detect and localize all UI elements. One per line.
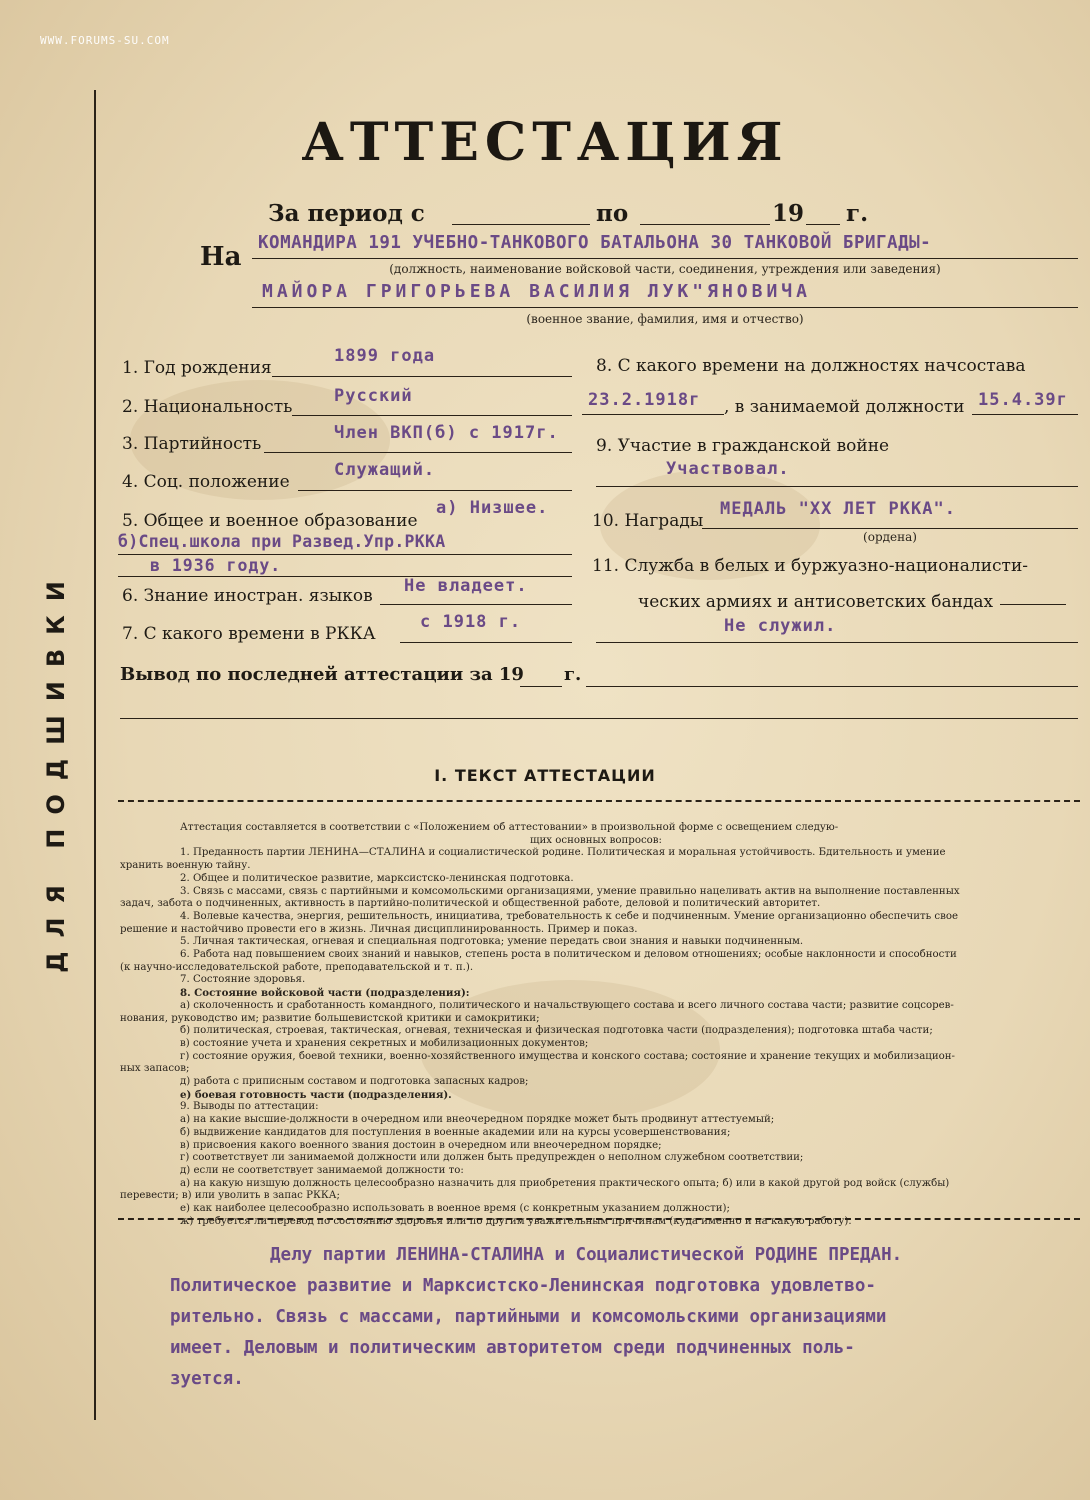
period-from-line: [452, 224, 590, 225]
field-rkka-label: 7. С какого времени в РККА: [122, 624, 376, 644]
period-to-line: [640, 224, 770, 225]
instruction-line: б) политическая, строевая, тактическая, огневая, техническая и физическая подготовка части (подразделения); подготовка штаба части;: [180, 1025, 933, 1037]
na-label: На: [200, 242, 242, 272]
period-po: по: [596, 200, 629, 227]
instruction-line: 9. Выводы по аттестации:: [180, 1101, 319, 1113]
instruction-line: нования, руководство им; развитие большевистской критики и самокритики;: [120, 1012, 540, 1024]
last-attestation-line-2: [120, 718, 1078, 719]
section-title: I. ТЕКСТ АТТЕСТАЦИИ: [434, 766, 656, 785]
instruction-line: хранить военную тайну.: [120, 860, 251, 872]
attestation-text-line: Политическое развитие и Марксистско-Ленинская подготовка удовлетво-: [170, 1276, 876, 1296]
instruction-line: ж) требуется ли перевод по состоянию здоровья или по другим уважительным причинам (куда именно и на какую работу).: [180, 1215, 852, 1227]
field-birth-year-label: 1. Год рождения: [122, 358, 272, 378]
instruction-line: е) боевая готовность части (подразделения).: [180, 1088, 452, 1101]
field-line: [264, 452, 572, 453]
field-nationality-value: Русский: [334, 386, 413, 406]
field-nationality-label: 2. Национальность: [122, 397, 293, 417]
field-party-label: 3. Партийность: [122, 434, 262, 454]
instruction-line: 4. Волевые качества, энергия, решительность, инициатива, требовательность к себе и подчиненным. Умение организационно обеспечить свое: [180, 910, 959, 922]
document-title: АТТЕСТАЦИЯ: [301, 112, 789, 173]
field-line: [298, 490, 572, 491]
binding-margin-line: [94, 90, 96, 1420]
last-attestation-prefix: Вывод по последней аттестации за 19: [120, 664, 524, 685]
instruction-line: перевести; в) или уволить в запас РККА;: [120, 1190, 340, 1202]
instruction-line: д) работа с приписным составом и подготовка запасных кадров;: [180, 1076, 529, 1088]
last-attestation-year-line: [520, 686, 562, 687]
field-rkka-value: с 1918 г.: [420, 612, 522, 632]
name-line: [252, 307, 1078, 308]
field-social-value: Служащий.: [334, 460, 436, 480]
field-languages-value: Не владеет.: [404, 576, 528, 596]
watermark: WWW.FORUMS-SU.COM: [40, 34, 170, 47]
field-line: [118, 554, 572, 555]
field-education-value-a: а) Низшее.: [436, 498, 549, 518]
field-command-since-value: 23.2.1918г: [588, 390, 701, 410]
instruction-line: а) на какую низшую должность целесообразно назначить для приобретения практического опыта; б) или в какой другой род войск (службы): [180, 1177, 950, 1189]
field-line: [582, 414, 724, 415]
field-education-label: 5. Общее и военное образование: [122, 511, 418, 531]
instruction-line: 6. Работа над повышением своих знаний и навыков, степень роста в политическом и деловом отношениях; особые наклонности и способности: [180, 949, 957, 961]
field-line: [292, 415, 572, 416]
field-civil-war-label: 9. Участие в гражданской войне: [596, 436, 890, 456]
field-line: [380, 604, 572, 605]
instruction-line: е) как наиболее целесообразно использовать в военное время (с конкретным указанием должности);: [180, 1203, 730, 1215]
last-attestation-line: [586, 686, 1078, 687]
instruction-line: 1. Преданность партии ЛЕНИНА—СТАЛИНА и социалистической родине. Политическая и моральная устойчивость. Бдительность и умение: [180, 847, 946, 859]
instruction-line: 8. Состояние войсковой части (подразделения):: [180, 987, 470, 1000]
instruction-line: б) выдвижение кандидатов для поступления в военные академии или на курсы усовершенствования;: [180, 1126, 731, 1138]
section-rule-bottom: [118, 1218, 1080, 1220]
position-caption: (должность, наименование войсковой части, соединения, утреждения или заведения): [389, 262, 941, 276]
field-white-army-label: 11. Служба в белых и буржуазно-националисти-: [592, 556, 1029, 576]
attestation-text: [170, 1240, 1070, 1395]
field-birth-year-value: 1899 года: [334, 346, 436, 366]
field-line: [972, 414, 1078, 415]
instruction-line: г) состояние оружия, боевой техники, военно-хозяйственного имущества и конского состава; состояние и хранение текущих и мобилизацион-: [180, 1050, 955, 1062]
field-line: [702, 528, 1078, 529]
instruction-line: в) присвоения какого военного звания достоин в очередном или внеочередном порядке;: [180, 1139, 662, 1151]
instruction-line: решение и настойчиво провести его в жизнь. Личная дисциплинированность. Пример и показ.: [120, 923, 638, 935]
instruction-line: задач, забота о подчиненных, активность в партийно-политической и общественной работе, деловой и политический авторитет.: [120, 898, 821, 910]
field-current-position-label: , в занимаемой должности: [724, 397, 965, 417]
instruction-line: д) если не соответствует занимаемой должности то:: [180, 1164, 464, 1176]
instruction-line: г) соответствует ли занимаемой должности или должен быть предупрежден о неполном служебном соответствии;: [180, 1152, 804, 1164]
field-party-value: Член ВКП(б) с 1917г.: [334, 423, 559, 443]
period-year-suffix: г.: [846, 200, 869, 227]
field-line: [596, 642, 1078, 643]
instruction-line: ных запасов;: [120, 1063, 190, 1075]
field-education-value-c: в 1936 году.: [150, 556, 282, 575]
field-awards-value: МЕДАЛЬ "XX ЛЕТ РККА".: [720, 499, 956, 519]
last-attestation-suffix: г.: [564, 664, 582, 685]
period-year-line: [806, 224, 840, 225]
field-command-since-label: 8. С какого времени на должностях начсостава: [596, 356, 1026, 376]
attestation-text-line: зуется.: [170, 1369, 244, 1389]
attestation-text-line: Делу партии ЛЕНИНА-СТАЛИНА и Социалистической РОДИНЕ ПРЕДАН.: [270, 1245, 903, 1265]
field-awards-caption: (ордена): [863, 530, 917, 544]
field-current-position-value: 15.4.39г: [978, 390, 1068, 410]
instruction-line: в) состояние учета и хранения секретных и мобилизационных документов;: [180, 1037, 589, 1049]
field-line: [1000, 604, 1066, 605]
field-languages-label: 6. Знание иностран. языков: [122, 586, 373, 606]
field-awards-label: 10. Награды: [592, 511, 704, 531]
section-rule-top: [118, 800, 1080, 802]
period-prefix: За период с: [268, 200, 425, 227]
position-value: КОМАНДИРА 191 УЧЕБНО-ТАНКОВОГО БАТАЛЬОНА 30 ТАНКОВОЙ БРИГАДЫ-: [258, 233, 932, 253]
attestation-text-line: рительно. Связь с массами, партийными и комсомольскими организациями: [170, 1307, 887, 1327]
attestation-text-line: имеет. Деловым и политическим авторитетом среди подчиненных поль-: [170, 1338, 855, 1358]
instruction-line: 7. Состояние здоровья.: [180, 974, 306, 986]
field-social-label: 4. Соц. положение: [122, 472, 290, 492]
instruction-line: 2. Общее и политическое развитие, марксистско-ленинская подготовка.: [180, 872, 574, 884]
field-civil-war-value: Участвовал.: [666, 459, 790, 479]
instruction-line: а) на какие высшие-должности в очередном или внеочередном порядке может быть продвинут аттестуемый;: [180, 1114, 775, 1126]
instruction-line: Аттестация составляется в соответствии с «Положением об аттестовании» в произвольной форме с освещением следую-: [180, 822, 839, 833]
field-white-army-label-2: ческих армиях и антисоветских бандах: [638, 592, 994, 612]
instruction-line: (к научно-исследовательской работе, преподавательской и т. п.).: [120, 961, 474, 973]
field-line: [272, 376, 572, 377]
period-year-prefix: 19: [772, 200, 805, 227]
field-white-army-value: Не служил.: [724, 616, 837, 636]
name-value: МАЙОРА ГРИГОРЬЕВА ВАСИЛИЯ ЛУК"ЯНОВИЧА: [262, 281, 811, 302]
instruction-line: 5. Личная тактическая, огневая и специальная подготовка; умение передать свои знания и навыки подчиненным.: [180, 936, 804, 948]
instructions-block: [120, 822, 1072, 1229]
instruction-line: а) сколоченность и сработанность командного, политического и начальствующего состава и всего личного состава части; развитие соцсорев-: [180, 999, 954, 1011]
instruction-line: щих основных вопросов:: [530, 834, 662, 846]
name-caption: (военное звание, фамилия, имя и отчество): [526, 312, 804, 326]
position-line: [252, 258, 1078, 259]
field-education-value-b: б)Спец.школа при Развед.Упр.РККА: [118, 532, 446, 551]
field-line: [596, 486, 1078, 487]
field-line: [400, 642, 572, 643]
binding-label: ДЛЯ ПОДШИВКИ: [42, 567, 70, 973]
instruction-line: 3. Связь с массами, связь с партийными и комсомольскими организациями, умение правильно нацеливать актив на выполнение поставленных: [180, 885, 960, 897]
